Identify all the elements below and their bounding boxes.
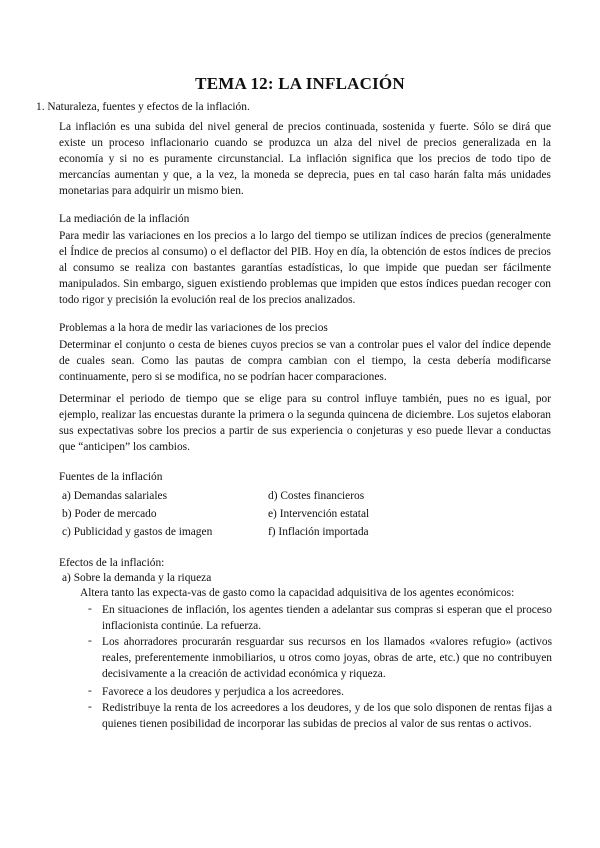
efectos-subheading: a) Sobre la demanda y la riqueza bbox=[62, 572, 212, 584]
fuentes-heading: Fuentes de la inflación bbox=[59, 471, 163, 483]
problemas-paragraph-2: Determinar el periodo de tiempo que se elige para su control influye también, pues no es igual, por ejemplo, realizar las encuestas durante la primera o la segunda quincena de diciembre. Los sujetos elaboran sus expectativas sobre los precios a partir de sus experiencia o conjeturas y eso puede llevar a conductas que “anticipen” los cambios. bbox=[59, 393, 551, 453]
bullet-dash: - bbox=[88, 701, 92, 713]
list-item: c) Publicidad y gastos de imagen bbox=[62, 526, 213, 538]
section-heading: 1. Naturaleza, fuentes y efectos de la inflación. bbox=[36, 101, 250, 113]
problemas-paragraph-1: Determinar el conjunto o cesta de bienes cuyos precios se van a controlar pues el valor del índice depende de cuales sean. Como las pautas de compra cambian con el tiempo, la cesta debería modificarse continuamente, pero si se modifica, no se podrían hacer comparaciones. bbox=[59, 339, 551, 383]
list-item: f) Inflación importada bbox=[268, 526, 369, 538]
bullet-dash: - bbox=[88, 635, 92, 647]
efectos-intro: Altera tanto las expecta-vas de gasto como la capacidad adquisitiva de los agentes económicos: bbox=[80, 587, 515, 599]
list-item: a) Demandas salariales bbox=[62, 490, 167, 502]
medicion-paragraph: Para medir las variaciones en los precios a lo largo del tiempo se utilizan índices de precios (generalmente el Índice de precios al consumo) o el deflactor del PIB. Hoy en día, la obtención de estos índices de precios al consumo se realiza con bastantes garantías estadísticas, lo que impide que puedan ser fácilmente manipulados. Sin embargo, siguen existiendo problemas que impiden que estos índices puedan recoger con todo rigor y precisión la evolución real de los precios analizados. bbox=[59, 230, 551, 306]
list-item: b) Poder de mercado bbox=[62, 508, 157, 520]
bullet-text: Favorece a los deudores y perjudica a los acreedores. bbox=[102, 686, 344, 698]
efectos-heading: Efectos de la inflación: bbox=[59, 557, 165, 569]
problemas-heading: Problemas a la hora de medir las variaciones de los precios bbox=[59, 322, 328, 334]
bullet-dash: - bbox=[88, 685, 92, 697]
page-title: TEMA 12: LA INFLACIÓN bbox=[195, 74, 405, 93]
medicion-heading: La mediación de la inflación bbox=[59, 213, 190, 225]
list-item: e) Intervención estatal bbox=[268, 508, 370, 520]
intro-paragraph: La inflación es una subida del nivel general de precios continuada, sostenida y fuerte. Sólo se dirá que existe un proceso inflacionario cuando se produzca un alza del nivel de precios generalizada en la economía y si no es puramente circunstancial. La inflación significa que los precios de todo tipo de mercancías aumentan y que, a la vez, la moneda se deprecia, pues en tal caso harán falta más unidades monetarias para adquirir un mismo bien. bbox=[59, 121, 551, 197]
bullet-dash: - bbox=[88, 603, 92, 615]
bullet-text: Redistribuye la renta de los acreedores a los deudores, y de los que solo disponen de rentas fijas a quienes tienen posibilidad de incorporar las subidas de precios al valor de sus rentas o activos. bbox=[102, 702, 552, 730]
list-item: d) Costes financieros bbox=[268, 490, 365, 502]
bullet-text: Los ahorradores procurarán resguardar sus recursos en los llamados «valores refugio» (activos reales, preferentemente inmobiliarios, u otros como joyas, obras de arte, etc.) que no contribuyen decisivamente a la creación de actividad económica y riqueza. bbox=[102, 636, 552, 680]
bullet-text: En situaciones de inflación, los agentes tienden a adelantar sus compras si esperan que el proceso inflacionista continúe. La refuerza. bbox=[102, 604, 552, 632]
